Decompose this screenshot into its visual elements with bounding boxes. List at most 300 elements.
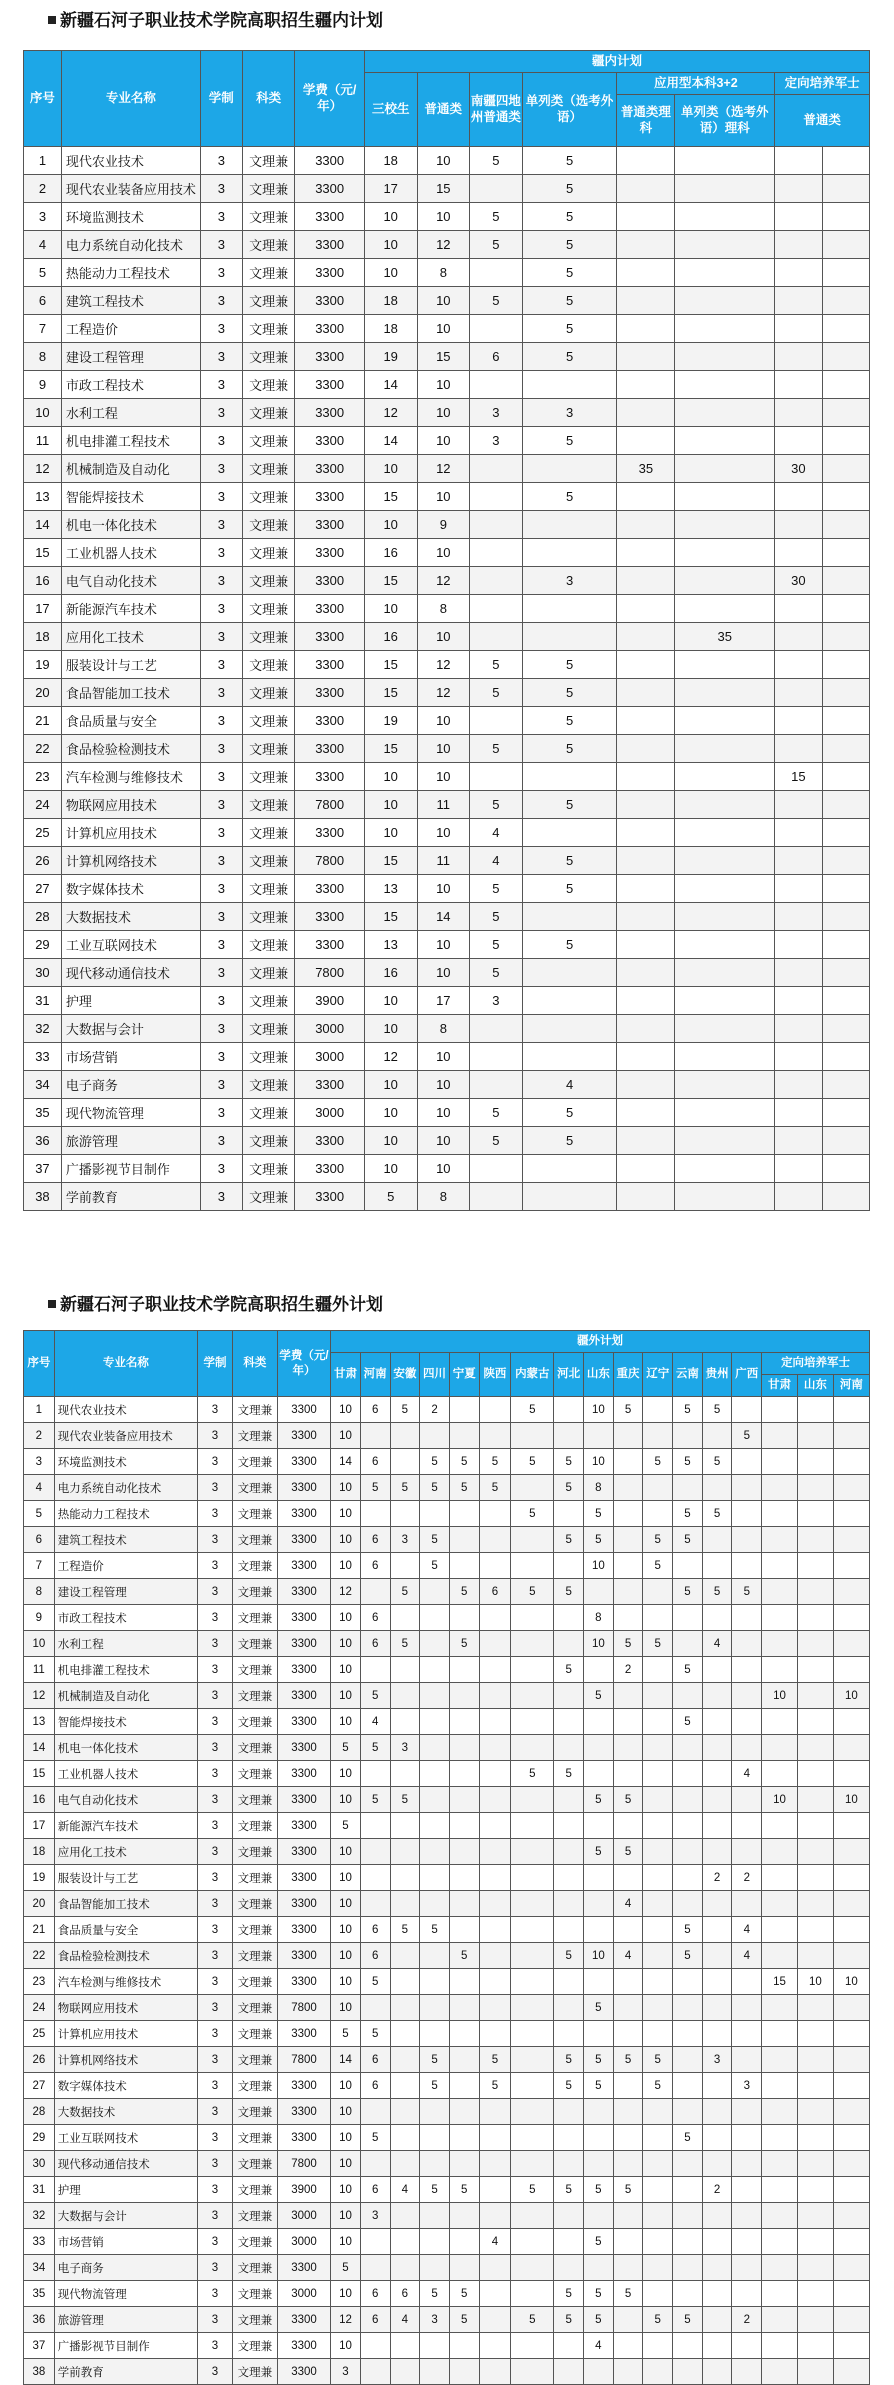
table-cell	[775, 707, 822, 735]
table-cell	[675, 203, 775, 231]
table-cell: 10	[331, 1527, 361, 1553]
table-cell	[449, 1813, 479, 1839]
table-cell	[617, 1099, 675, 1127]
table-cell: 5	[331, 1735, 361, 1761]
table-cell	[617, 735, 675, 763]
table-cell	[833, 2125, 869, 2151]
table-cell: 文理兼	[232, 2099, 277, 2125]
table-cell	[702, 2281, 732, 2307]
table-cell	[449, 2333, 479, 2359]
table-cell: 10	[584, 1553, 614, 1579]
table-cell: 36	[24, 1127, 62, 1155]
table-cell	[775, 903, 822, 931]
table-cell	[797, 1397, 833, 1423]
table-cell: 10	[417, 1127, 470, 1155]
program-name-cell: 食品质量与安全	[61, 707, 200, 735]
table-cell	[511, 1891, 554, 1917]
table-cell: 31	[24, 2177, 55, 2203]
table-cell	[390, 1943, 420, 1969]
table-cell: 2	[732, 2307, 762, 2333]
table-cell: 4	[732, 1917, 762, 1943]
table-cell	[470, 259, 523, 287]
table-cell	[584, 2125, 614, 2151]
table-cell: 36	[24, 2307, 55, 2333]
table-cell	[584, 2021, 614, 2047]
table-cell: 5	[522, 203, 617, 231]
table-cell: 文理兼	[242, 903, 295, 931]
table-cell: 15	[364, 847, 417, 875]
table-cell: 10	[417, 707, 470, 735]
table-cell: 10	[364, 791, 417, 819]
table-cell	[511, 1813, 554, 1839]
table-cell: 5	[479, 2047, 511, 2073]
table-cell	[479, 1657, 511, 1683]
table-cell: 4	[732, 1761, 762, 1787]
table-cell: 3300	[295, 511, 364, 539]
table-cell	[511, 1475, 554, 1501]
program-name-cell: 计算机应用技术	[61, 819, 200, 847]
table-cell: 18	[364, 147, 417, 175]
table-cell	[449, 1605, 479, 1631]
table-cell	[762, 2099, 798, 2125]
table-cell: 3	[198, 1397, 233, 1423]
table-cell	[470, 763, 523, 791]
table-cell	[420, 1735, 450, 1761]
table-cell: 5	[420, 2073, 450, 2099]
table-cell: 14	[24, 511, 62, 539]
table-cell: 10	[833, 1683, 869, 1709]
table-cell: 5	[554, 1527, 584, 1553]
table-cell	[522, 371, 617, 399]
table-cell	[673, 1787, 703, 1813]
table-cell: 5	[673, 1709, 703, 1735]
col-header-province: 陕西	[479, 1353, 511, 1397]
table-row	[24, 1475, 870, 1501]
table-cell	[673, 2047, 703, 2073]
table-cell	[702, 2359, 732, 2385]
table-cell: 5	[554, 1761, 584, 1787]
table-cell	[554, 2229, 584, 2255]
table-cell	[675, 567, 775, 595]
program-name-cell: 数字媒体技术	[54, 2073, 197, 2099]
table-cell	[797, 2047, 833, 2073]
table-cell	[833, 1813, 869, 1839]
table-cell	[732, 2177, 762, 2203]
table-cell: 5	[364, 1183, 417, 1211]
table-cell: 4	[613, 1943, 643, 1969]
table-cell: 8	[24, 1579, 55, 1605]
table-cell: 4	[613, 1891, 643, 1917]
table-cell: 3	[198, 1865, 233, 1891]
table-cell: 文理兼	[242, 875, 295, 903]
table-cell: 5	[522, 847, 617, 875]
table-cell	[390, 1449, 420, 1475]
table-cell	[511, 1631, 554, 1657]
table-cell	[511, 2255, 554, 2281]
table-cell: 文理兼	[242, 707, 295, 735]
table-cell: 6	[24, 287, 62, 315]
table-cell	[420, 2255, 450, 2281]
table-cell: 27	[24, 875, 62, 903]
table-cell	[584, 1969, 614, 1995]
table-cell	[833, 1553, 869, 1579]
table-cell: 3	[200, 399, 242, 427]
table-row	[24, 1127, 870, 1155]
program-name-cell: 机电排灌工程技术	[61, 427, 200, 455]
table-cell: 文理兼	[232, 1579, 277, 1605]
program-name-cell: 工业机器人技术	[54, 1761, 197, 1787]
table-cell: 文理兼	[242, 287, 295, 315]
program-name-cell: 市政工程技术	[61, 371, 200, 399]
table-cell	[511, 1865, 554, 1891]
table-cell: 5	[584, 1839, 614, 1865]
table-cell: 10	[417, 763, 470, 791]
table-cell	[775, 959, 822, 987]
table-cell	[797, 1761, 833, 1787]
table-cell: 文理兼	[242, 147, 295, 175]
table-cell	[554, 1631, 584, 1657]
table-cell: 3	[198, 1605, 233, 1631]
table-cell	[797, 1475, 833, 1501]
table-cell	[449, 2255, 479, 2281]
table-cell	[643, 2125, 673, 2151]
table-cell: 3	[200, 763, 242, 791]
table-cell	[762, 2021, 798, 2047]
program-name-cell: 智能焊接技术	[54, 1709, 197, 1735]
table-cell: 文理兼	[242, 455, 295, 483]
table-cell: 38	[24, 2359, 55, 2385]
table-cell	[833, 1839, 869, 1865]
table-cell	[675, 903, 775, 931]
table-cell	[675, 651, 775, 679]
table-cell: 3	[200, 1071, 242, 1099]
table-cell: 10	[364, 1155, 417, 1183]
table-cell: 3	[200, 791, 242, 819]
table-row	[24, 791, 870, 819]
table-cell: 3	[200, 1015, 242, 1043]
table-cell: 17	[24, 1813, 55, 1839]
table-cell	[420, 1683, 450, 1709]
table-cell: 3300	[295, 1183, 364, 1211]
table-cell	[702, 2021, 732, 2047]
table-cell	[797, 1865, 833, 1891]
table-cell	[732, 1605, 762, 1631]
col-header-putong: 普通类	[417, 73, 470, 147]
table-cell: 5	[673, 2125, 703, 2151]
table-cell: 文理兼	[242, 679, 295, 707]
table-cell	[702, 2203, 732, 2229]
table-cell	[673, 2021, 703, 2047]
table-cell	[420, 1865, 450, 1891]
table-row	[24, 1683, 870, 1709]
table-cell	[732, 1397, 762, 1423]
table-cell	[617, 903, 675, 931]
table-cell	[584, 2255, 614, 2281]
program-name-cell: 机电一体化技术	[61, 511, 200, 539]
table-cell: 3000	[277, 2203, 330, 2229]
table-cell: 3	[198, 1579, 233, 1605]
table-cell	[554, 1709, 584, 1735]
table-cell: 26	[24, 847, 62, 875]
table-cell	[420, 2125, 450, 2151]
table-cell: 5	[554, 1449, 584, 1475]
table-cell: 6	[360, 1631, 390, 1657]
table-cell	[797, 1631, 833, 1657]
table-cell	[673, 1683, 703, 1709]
table-cell	[613, 1995, 643, 2021]
table-cell	[390, 2203, 420, 2229]
table-cell: 3	[198, 2203, 233, 2229]
program-name-cell: 市场营销	[54, 2229, 197, 2255]
program-name-cell: 市政工程技术	[54, 1605, 197, 1631]
table-cell	[617, 987, 675, 1015]
group-header-external: 疆外计划	[331, 1331, 870, 1353]
table-cell: 22	[24, 735, 62, 763]
table-cell: 10	[364, 595, 417, 623]
table-cell	[702, 1891, 732, 1917]
table-cell	[775, 1155, 822, 1183]
table-cell	[554, 1683, 584, 1709]
table-cell: 3	[198, 1631, 233, 1657]
table-cell: 12	[364, 399, 417, 427]
table-cell: 5	[522, 707, 617, 735]
domestic-plan-title	[48, 10, 383, 32]
table-cell	[732, 2099, 762, 2125]
table-cell	[617, 791, 675, 819]
table-cell: 3	[200, 735, 242, 763]
table-cell	[522, 1043, 617, 1071]
table-cell	[822, 847, 869, 875]
table-cell: 10	[833, 1969, 869, 1995]
table-cell	[420, 2359, 450, 2385]
table-cell: 3	[200, 595, 242, 623]
table-cell: 3	[200, 987, 242, 1015]
table-cell	[420, 2229, 450, 2255]
table-cell	[584, 2359, 614, 2385]
table-cell: 34	[24, 2255, 55, 2281]
program-name-cell: 大数据技术	[61, 903, 200, 931]
table-row	[24, 875, 870, 903]
table-cell	[822, 651, 869, 679]
table-cell	[762, 1761, 798, 1787]
table-cell: 5	[643, 1527, 673, 1553]
table-cell: 10	[417, 819, 470, 847]
table-row	[24, 2099, 870, 2125]
table-cell	[643, 1995, 673, 2021]
table-cell: 8	[584, 1605, 614, 1631]
table-cell	[732, 2359, 762, 2385]
table-cell	[479, 1735, 511, 1761]
table-cell	[584, 2099, 614, 2125]
table-cell: 12	[417, 679, 470, 707]
table-cell	[822, 231, 869, 259]
table-row	[24, 651, 870, 679]
table-cell: 3	[198, 1943, 233, 1969]
table-cell	[732, 2281, 762, 2307]
table-cell: 3	[200, 455, 242, 483]
table-cell	[390, 1995, 420, 2021]
table-cell	[584, 1657, 614, 1683]
table-cell	[449, 2021, 479, 2047]
program-name-cell: 食品质量与安全	[54, 1917, 197, 1943]
table-cell: 29	[24, 931, 62, 959]
table-cell: 5	[584, 2281, 614, 2307]
table-row	[24, 231, 870, 259]
table-cell: 文理兼	[242, 427, 295, 455]
table-cell: 17	[24, 595, 62, 623]
table-cell	[775, 287, 822, 315]
table-cell: 5	[584, 2073, 614, 2099]
table-cell: 5	[613, 2047, 643, 2073]
table-cell	[775, 1127, 822, 1155]
table-cell	[833, 2255, 869, 2281]
table-cell	[390, 2073, 420, 2099]
table-cell	[673, 1553, 703, 1579]
table-cell: 33	[24, 2229, 55, 2255]
table-cell	[390, 1709, 420, 1735]
table-cell: 10	[364, 987, 417, 1015]
table-row	[24, 1423, 870, 1449]
table-cell: 文理兼	[232, 1917, 277, 1943]
table-cell	[833, 1501, 869, 1527]
table-cell	[479, 1501, 511, 1527]
table-cell	[675, 595, 775, 623]
table-row	[24, 1943, 870, 1969]
program-name-cell: 护理	[61, 987, 200, 1015]
table-row	[24, 1071, 870, 1099]
table-cell: 3300	[277, 2255, 330, 2281]
table-cell	[479, 2255, 511, 2281]
table-cell: 2	[420, 1397, 450, 1423]
table-cell: 35	[617, 455, 675, 483]
table-cell	[584, 2151, 614, 2177]
table-cell	[584, 1865, 614, 1891]
col-header-no: 序号	[24, 51, 62, 147]
table-cell	[833, 2333, 869, 2359]
table-cell	[511, 1735, 554, 1761]
table-cell: 7800	[277, 2047, 330, 2073]
table-cell	[675, 931, 775, 959]
table-cell	[732, 1631, 762, 1657]
table-cell: 35	[24, 2281, 55, 2307]
program-name-cell: 市场营销	[61, 1043, 200, 1071]
table-row	[24, 483, 870, 511]
table-cell	[675, 1155, 775, 1183]
table-cell: 3	[198, 1449, 233, 1475]
table-cell: 14	[331, 1449, 361, 1475]
table-cell: 3	[198, 1709, 233, 1735]
table-row	[24, 399, 870, 427]
table-cell	[732, 1683, 762, 1709]
table-cell: 3300	[295, 259, 364, 287]
table-cell: 5	[584, 1683, 614, 1709]
table-row	[24, 203, 870, 231]
table-cell	[673, 2281, 703, 2307]
table-row	[24, 1183, 870, 1211]
table-cell	[833, 2151, 869, 2177]
table-cell	[762, 1735, 798, 1761]
table-cell: 3000	[295, 1043, 364, 1071]
table-cell	[675, 511, 775, 539]
table-cell: 10	[417, 735, 470, 763]
table-cell	[833, 1865, 869, 1891]
program-name-cell: 物联网应用技术	[61, 791, 200, 819]
table-cell	[360, 1865, 390, 1891]
table-cell	[420, 1969, 450, 1995]
table-cell	[702, 1943, 732, 1969]
table-cell: 4	[522, 1071, 617, 1099]
table-cell	[617, 1127, 675, 1155]
table-cell: 3300	[277, 1969, 330, 1995]
table-cell: 33	[24, 1043, 62, 1071]
table-cell: 3300	[295, 595, 364, 623]
table-cell	[613, 1709, 643, 1735]
table-cell: 7800	[277, 2151, 330, 2177]
table-cell: 30	[24, 959, 62, 987]
table-cell	[822, 539, 869, 567]
table-cell	[479, 1917, 511, 1943]
table-cell: 15	[24, 539, 62, 567]
table-cell: 5	[420, 1449, 450, 1475]
table-cell	[643, 2333, 673, 2359]
table-cell	[522, 987, 617, 1015]
table-cell: 5	[449, 1475, 479, 1501]
table-cell: 5	[522, 231, 617, 259]
table-cell	[732, 1839, 762, 1865]
table-cell: 3300	[295, 1155, 364, 1183]
table-cell	[732, 2255, 762, 2281]
table-cell: 文理兼	[232, 1683, 277, 1709]
table-cell	[449, 2099, 479, 2125]
table-cell	[762, 1839, 798, 1865]
table-cell	[675, 1099, 775, 1127]
program-name-cell: 水利工程	[61, 399, 200, 427]
table-cell: 19	[24, 1865, 55, 1891]
table-cell: 10	[331, 2099, 361, 2125]
table-cell	[617, 1155, 675, 1183]
table-cell: 3	[732, 2073, 762, 2099]
col-header-province: 广西	[732, 1353, 762, 1397]
program-name-cell: 热能动力工程技术	[61, 259, 200, 287]
table-cell: 20	[24, 679, 62, 707]
program-name-cell: 机械制造及自动化	[54, 1683, 197, 1709]
table-cell: 文理兼	[242, 231, 295, 259]
table-cell	[822, 175, 869, 203]
table-cell	[762, 2125, 798, 2151]
table-row	[24, 959, 870, 987]
table-cell: 10	[364, 763, 417, 791]
table-cell: 10	[797, 1969, 833, 1995]
table-cell: 16	[364, 539, 417, 567]
table-cell	[822, 1043, 869, 1071]
table-cell	[390, 2359, 420, 2385]
table-cell	[470, 1155, 523, 1183]
table-cell: 10	[584, 1397, 614, 1423]
table-cell	[797, 1839, 833, 1865]
table-cell	[762, 1917, 798, 1943]
table-cell: 3	[200, 1099, 242, 1127]
table-cell	[643, 1891, 673, 1917]
table-row	[24, 1969, 870, 1995]
table-cell	[554, 2203, 584, 2229]
table-cell	[762, 1475, 798, 1501]
table-cell	[775, 147, 822, 175]
table-row	[24, 2047, 870, 2073]
table-cell	[617, 259, 675, 287]
table-cell: 3300	[295, 539, 364, 567]
table-cell: 3	[198, 1501, 233, 1527]
table-cell	[617, 707, 675, 735]
